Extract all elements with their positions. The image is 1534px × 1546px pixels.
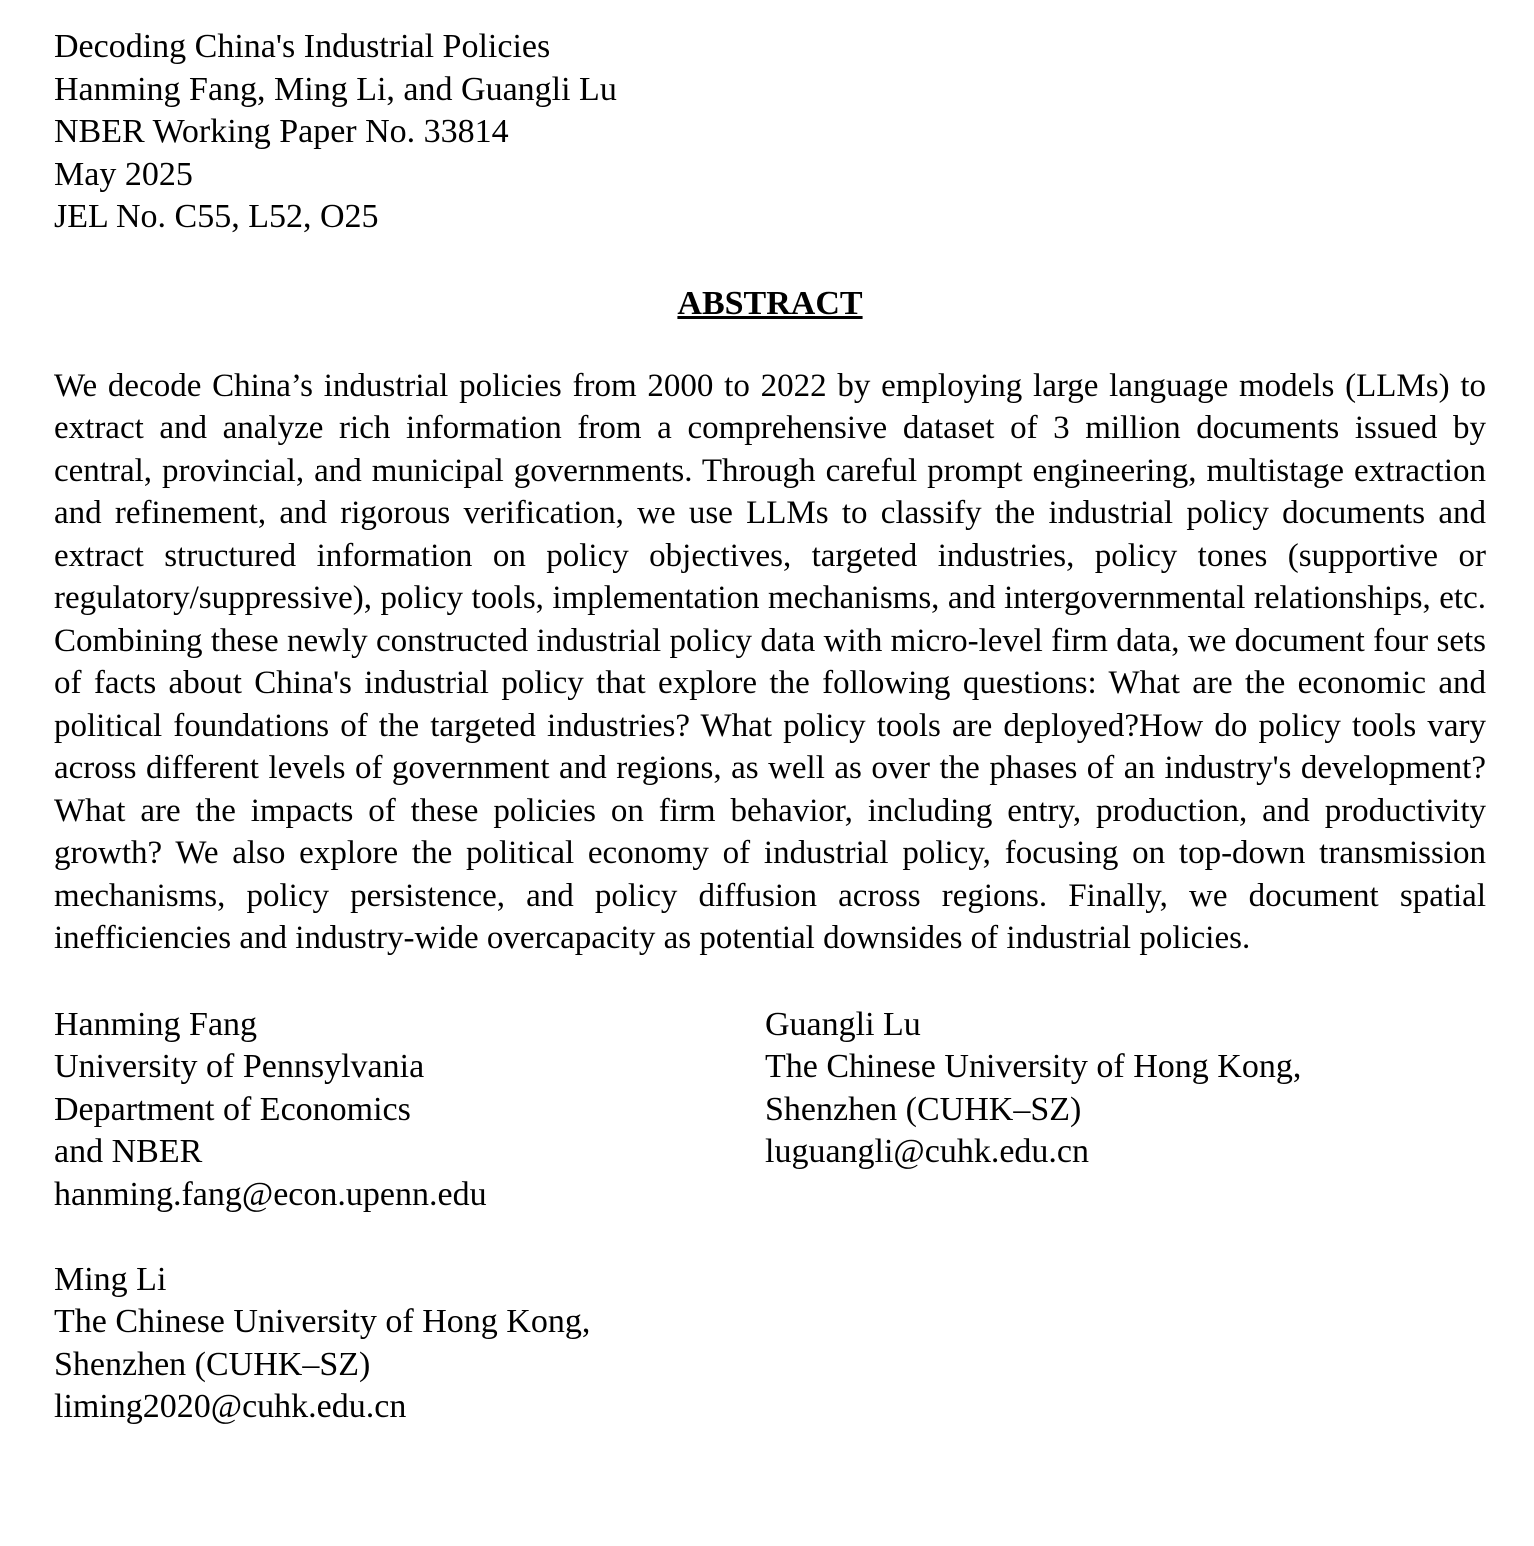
author-affiliation: Department of Economics	[54, 1090, 411, 1128]
paper-header	[54, 26, 1486, 239]
author-block-ming-li	[54, 1259, 590, 1429]
author-affiliation: and NBER	[54, 1133, 203, 1170]
abstract-text: We decode China’s industrial policies from 2000 to 2022 by employing large language models (LLMs) to extract and analyze rich information from a comprehensive dataset of 3 million documents issued by central, provincial, and municipal governments. Through careful prompt engineering, multistage extraction and refinement, and rigorous verification, we use LLMs to classify the industrial policy documents and extract structured information on policy objectives, targeted industries, policy tones (supportive or regulatory/suppressive), policy tools, implementation mechanisms, and intergovernmental relationships, etc. Combining these newly constructed industrial policy data with micro-level firm data, we document four sets of facts about China's industrial policy that explore the following questions: What are the economic and political foundations of the targeted industries? What policy tools are deployed?How do policy tools vary across different levels of government and regions, as well as over the phases of an industry's development? What are the impacts of these policies on firm behavior, including entry, production, and productivity growth? We also explore the political economy of industrial policy, focusing on top-down transmission mechanisms, policy persistence, and policy diffusion across regions. Finally, we document spatial inefficiencies and industry-wide overcapacity as potential downsides of industrial policies.	[54, 367, 1486, 956]
paper-series: NBER Working Paper No. 33814	[54, 113, 509, 150]
paper-title: Decoding China's Industrial Policies	[54, 28, 551, 65]
author-email: luguangli@cuhk.edu.cn	[765, 1133, 1090, 1170]
author-affiliation: The Chinese University of Hong Kong,	[54, 1303, 591, 1340]
author-block-hanming-fang	[54, 1004, 487, 1217]
paper-date: May 2025	[54, 155, 193, 193]
author-affiliations	[54, 1004, 1486, 1464]
author-email: hanming.fang@econ.upenn.edu	[54, 1175, 487, 1213]
author-name: Ming Li	[54, 1260, 167, 1298]
author-affiliation: Shenzhen (CUHK–SZ)	[54, 1345, 371, 1383]
paper-page	[54, 26, 1486, 1464]
author-affiliation: Shenzhen (CUHK–SZ)	[765, 1090, 1082, 1128]
author-email: liming2020@cuhk.edu.cn	[54, 1388, 407, 1425]
paper-jel-codes: JEL No. C55, L52, O25	[54, 198, 379, 235]
author-affiliation: The Chinese University of Hong Kong,	[765, 1048, 1302, 1085]
author-affiliation: University of Pennsylvania	[54, 1048, 425, 1085]
author-name: Hanming Fang	[54, 1005, 258, 1043]
paper-authors-line: Hanming Fang, Ming Li, and Guangli Lu	[54, 70, 617, 108]
abstract-heading: ABSTRACT	[677, 284, 863, 322]
author-block-guangli-lu	[765, 1004, 1301, 1174]
author-name: Guangli Lu	[765, 1005, 921, 1043]
